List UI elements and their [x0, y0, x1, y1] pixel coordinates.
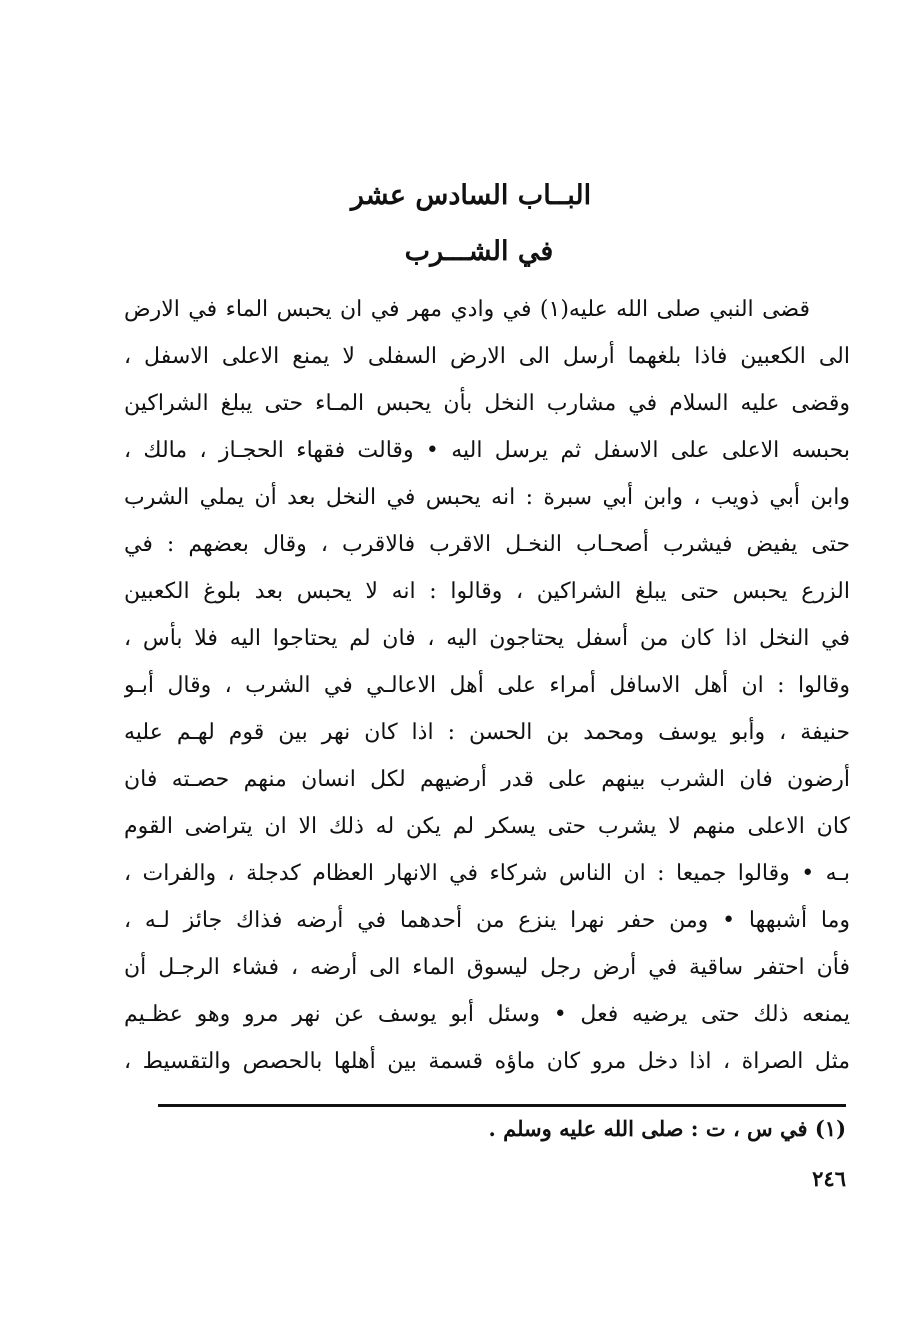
chapter-title: البــاب السادس عشر — [350, 180, 592, 211]
text-line: مثل الصراة ، اذا دخل مرو كان ماؤه قسمة بين أهلها بالحصص والتقسيط ، — [124, 1049, 850, 1074]
text-line: وما أشبهها • ومن حفر نهرا ينزع من أحدهما في أرضه فذاك جائز لـه ، — [124, 908, 850, 933]
text-line: أرضون فان الشرب بينهم على قدر أرضيهم لكل انسان منهم حصـته فان — [124, 767, 850, 792]
text-line: يمنعه ذلك حتى يرضيه فعل • وسئل أبو يوسف عن نهر مرو وهو عظـيم — [124, 1002, 850, 1027]
text-line: بـه • وقالوا جميعا : ان الناس شركاء في الانهار العظام كدجلة ، والفرات ، — [124, 861, 850, 886]
chapter-subtitle: في الشـــرب — [404, 236, 554, 267]
text-line: وقالوا : ان أهل الاسافل أمراء على أهل الاعالـي في الشرب ، وقال أبـو — [124, 673, 850, 698]
text-line: حتى يفيض فيشرب أصحـاب النخـل الاقرب فالاقرب ، وقال بعضهم : في — [124, 532, 850, 557]
text-line: قضى النبي صلى الله عليه(١) في وادي مهر في ان يحبس الماء في الارض — [124, 297, 810, 322]
text-line: وقضى عليه السلام في مشارب النخل بأن يحبس المـاء حتى يبلغ الشراكين — [124, 391, 850, 416]
text-line: فأن احتفر ساقية في أرض رجل ليسوق الماء الى أرضه ، فشاء الرجـل أن — [124, 955, 850, 980]
text-line: الى الكعبين فاذا بلغهما أرسل الى الارض السفلى لا يمنع الاعلى الاسفل ، — [124, 344, 850, 369]
text-line: كان الاعلى منهم لا يشرب حتى يسكر لم يكن له ذلك الا ان يتراضى القوم — [124, 814, 850, 839]
text-line: حنيفة ، وأبو يوسف ومحمد بن الحسن : اذا كان نهر بين قوم لهـم عليه — [124, 720, 850, 745]
text-line: وابن أبي ذويب ، وابن أبي سبرة : انه يحبس في النخل بعد أن يملي الشرب — [124, 485, 850, 510]
text-line: الزرع يحبس حتى يبلغ الشراكين ، وقالوا : انه لا يحبس بعد بلوغ الكعبين — [124, 579, 850, 604]
footnote: (١) في س ، ت : صلى الله عليه وسلم . — [488, 1116, 846, 1141]
text-line: في النخل اذا كان من أسفل يحتاجون اليه ، فان لم يحتاجوا اليه فلا بأس ، — [124, 626, 850, 651]
footnote-divider — [158, 1104, 846, 1107]
page-number: ٢٤٦ — [812, 1166, 846, 1191]
text-line: بحبسه الاعلى على الاسفل ثم يرسل اليه • وقالت فقهاء الحجـاز ، مالك ، — [124, 438, 850, 463]
body-text — [124, 286, 850, 1085]
